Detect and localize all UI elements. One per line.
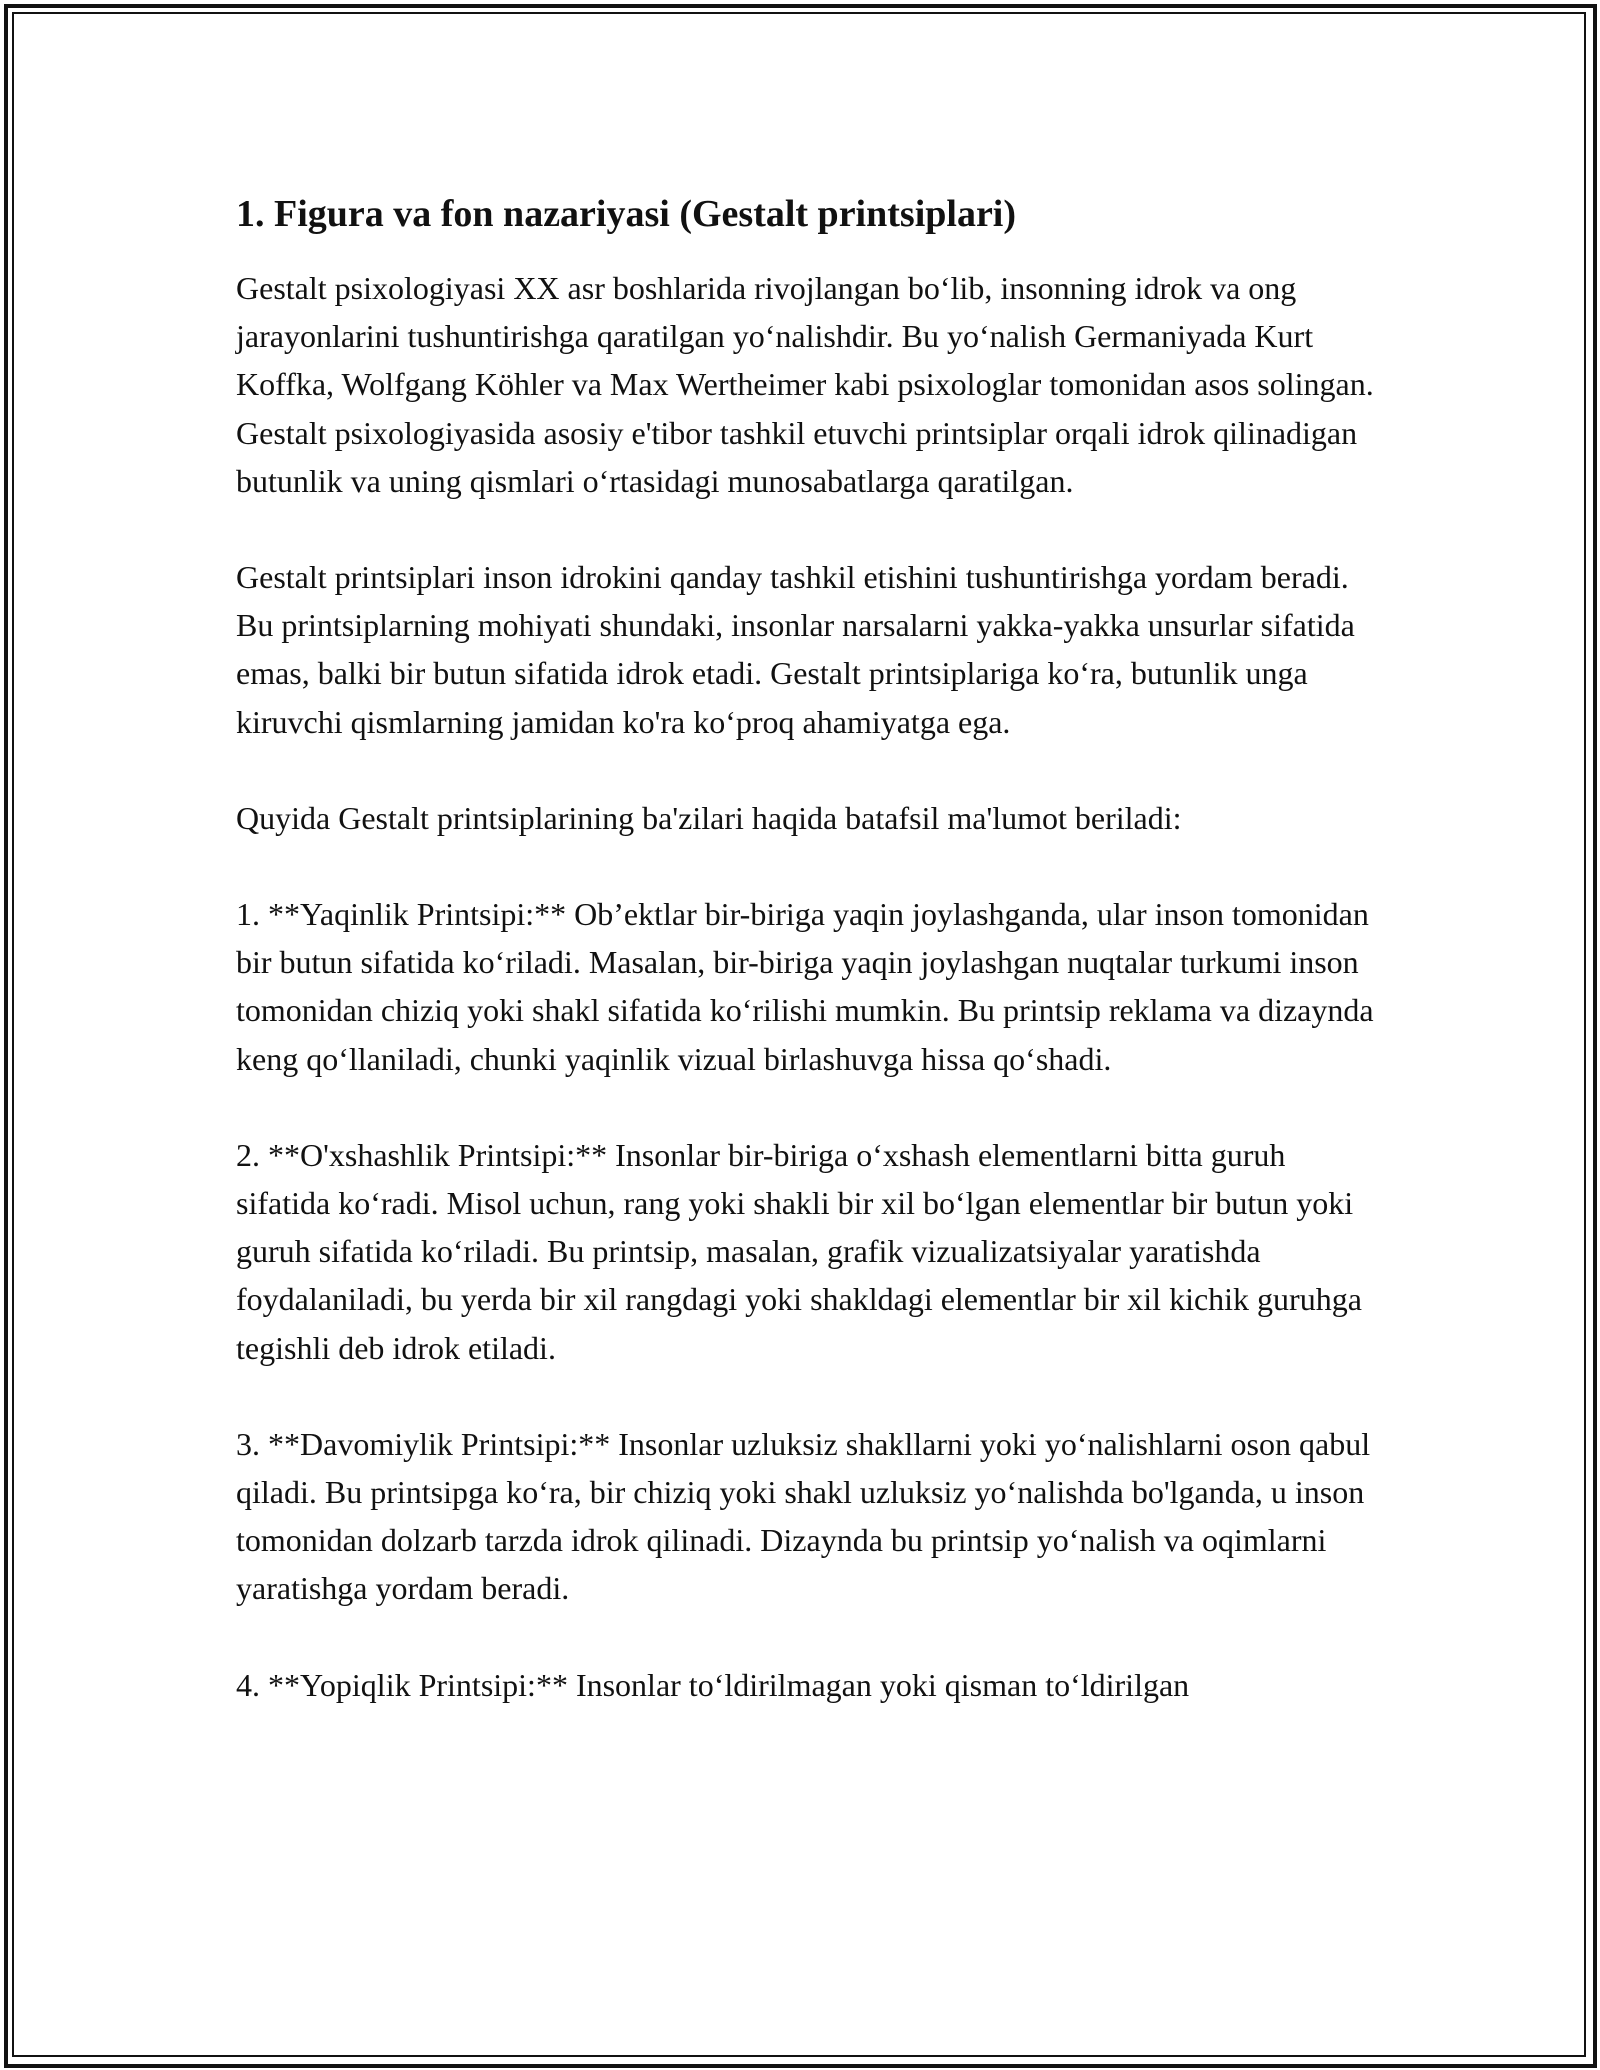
paragraph-proximity-principle: 1. **Yaqinlik Printsipi:** Ob’ektlar bir-biriga yaqin joylashganda, ular inson tomonidan bir butun sifatida ko‘riladi. Masalan, bir-biriga yaqin joylashgan nuqtalar turkumi inson tomonidan chiziq yoki shakl sifatida ko‘rilishi mumkin. Bu printsip reklama va dizaynda keng qo‘llaniladi, chunki yaqinlik vizual birlashuvga hissa qo‘shadi. (236, 896, 1374, 1077)
paragraph-intro: Gestalt psixologiyasi XX asr boshlarida rivojlangan bo‘lib, insonning idrok va ong jarayonlarini tushuntirishga qaratilgan yo‘nalishdir. Bu yo‘nalish Germaniyada Kurt Koffka, Wolfgang Köhler va Max Wertheimer kabi psixologlar tomonidan asos solingan. Gestalt psixologiyasida asosiy e'tibor tashkil etuvchi printsiplar orqali idrok qilinadigan butunlik va uning qismlari o‘rtasidagi munosabatlarga qaratilgan. (236, 270, 1374, 499)
paragraph-continuity-principle: 3. **Davomiylik Printsipi:** Insonlar uzluksiz shakllarni yoki yo‘nalishlarni oson qabul qiladi. Bu printsipga ko‘ra, bir chiziq yoki shakl uzluksiz yo‘nalishda bo'lganda, u inson tomonidan dolzarb tarzda idrok qilinadi. Dizaynda bu printsip yo‘nalish va oqimlarni yaratishga yordam beradi. (236, 1425, 1371, 1607)
paragraph-closure-principle: 4. **Yopiqlik Printsipi:** Insonlar to‘ldirilmagan yoki qisman to‘ldirilgan (236, 1666, 1190, 1703)
document-body (236, 186, 1376, 1709)
paragraph-list-intro: Quyida Gestalt printsiplarining ba'zilari haqida batafsil ma'lumot beriladi: (236, 799, 1182, 836)
paragraph-principles-overview: Gestalt printsiplari inson idrokini qanday tashkil etishini tushuntirishga yordam beradi. Bu printsiplarning mohiyati shundaki, insonlar narsalarni yakka-yakka unsurlar sifatida emas, balki bir butun sifatida idrok etadi. Gestalt printsiplariga ko‘ra, butunlik unga kiruvchi qismlarning jamidan ko'ra ko‘proq ahamiyatga ega. (236, 559, 1355, 740)
paragraph-similarity-principle: 2. **O'xshashlik Printsipi:** Insonlar bir-biriga o‘xshash elementlarni bitta guruh sifatida ko‘radi. Misol uchun, rang yoki shakli bir xil bo‘lgan elementlar bir butun yoki guruh sifatida ko‘riladi. Bu printsip, masalan, grafik vizualizatsiyalar yaratishda foydalaniladi, bu yerda bir xil rangdagi yoki shakldagi elementlar bir xil kichik guruhga tegishli deb idrok etiladi. (236, 1136, 1362, 1366)
section-heading: 1. Figura va fon nazariyasi (Gestalt printsiplari) (236, 193, 1017, 235)
